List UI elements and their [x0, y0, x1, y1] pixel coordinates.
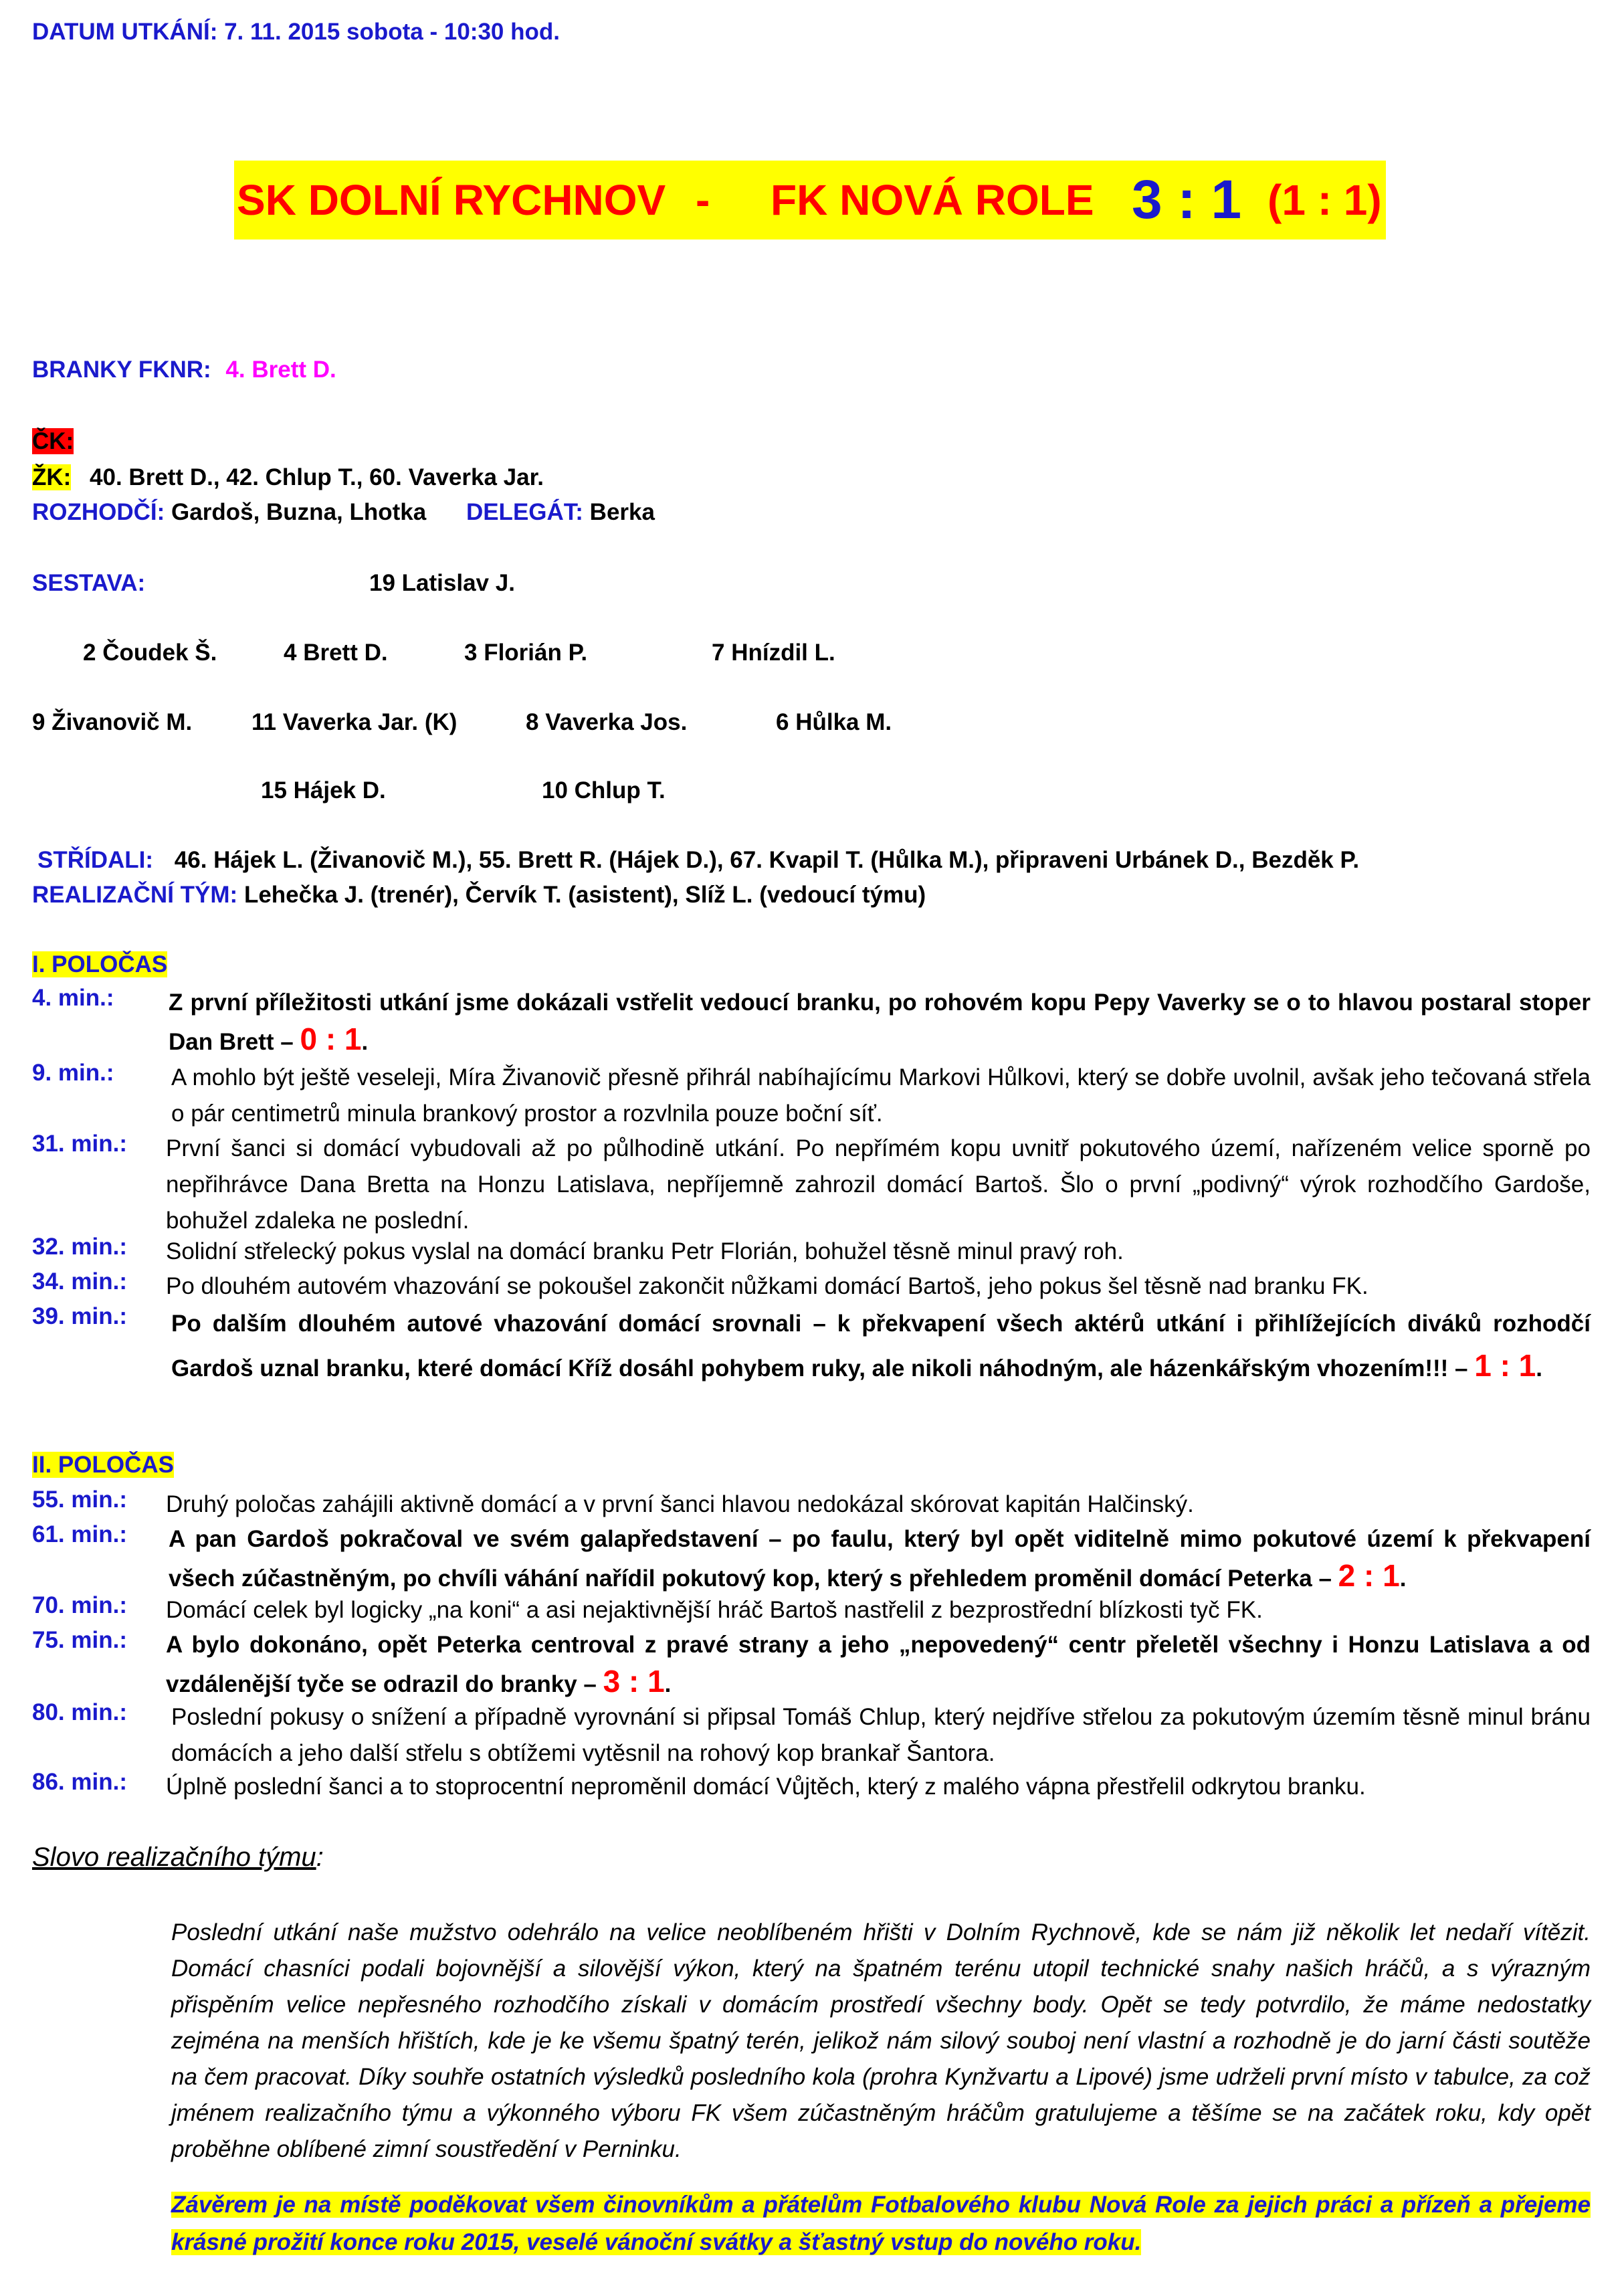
referee-label: ROZHODČÍ:: [32, 499, 165, 525]
event-text: Úplně poslední šanci a to stoprocentní neproměnil domácí Vůjtěch, který z malého vápna přestřelil odkrytou branku.: [166, 1774, 1366, 1800]
substitutions-row: [37, 847, 1359, 874]
delegate-label: DELEGÁT:: [466, 499, 583, 525]
lineup-midfielder: 6 Hůlka M.: [776, 709, 892, 735]
first-half-heading: I. POLOČAS: [32, 951, 168, 977]
event-entry: [32, 1699, 1591, 1772]
event-entry: [32, 1234, 1591, 1270]
event-text: Solidní střelecký pokus vyslal na domácí branku Petr Florián, bohužel těsně minul pravý roh.: [166, 1238, 1124, 1264]
event-entry: [32, 1487, 1591, 1523]
event-tail: .: [1399, 1565, 1407, 1592]
event-tail: .: [1536, 1355, 1542, 1381]
lineup-defender: 7 Hnízdil L.: [712, 640, 835, 666]
red-cards-row: [32, 428, 74, 455]
final-score: 3 : 1: [1132, 169, 1242, 230]
halftime-score: (1 : 1): [1267, 176, 1382, 224]
yellow-card-label: ŽK:: [32, 464, 72, 490]
event-text: První šanci si domácí vybudovali až po půlhodině utkání. Po nepřímém kopu uvnitř pokutového území, nařízeném velice sporně po nepřihrávce Dana Bretta na Honzu Latislava, nepříjemně zahrozil domácí Bartoš. Šlo o první „podivný“ výrok rozhodčího Gardoše, bohužel zdaleka ne poslední.: [166, 1135, 1591, 1234]
lineup-midfielder: 8 Vaverka Jos.: [526, 709, 688, 735]
event-tail: .: [664, 1671, 672, 1697]
event-entry: [32, 1268, 1591, 1305]
lineup-defender: 3 Florián P.: [464, 640, 588, 666]
event-minute: 32. min.:: [32, 1234, 127, 1260]
event-minute: 75. min.:: [32, 1627, 127, 1653]
event-text: A mohlo být ještě veseleji, Míra Živanovič přesně přihrál nabíhajícímu Markovi Hůlkovi, který se dobře uvolnil, avšak jeho tečovaná střela o pár centimetrů minula brankový prostor a rozvlnila pouze boční síť.: [171, 1064, 1591, 1127]
lineup-defender: 2 Čoudek Š.: [83, 640, 217, 666]
event-text: Domácí celek byl logicky „na koni“ a asi nejaktivnější hráč Bartoš nastřelil z bezprostřední blízkosti tyč FK.: [166, 1597, 1263, 1623]
event-text: Po dlouhém autovém vhazování se pokoušel zakončit nůžkami domácí Bartoš, jeho pokus šel těsně nad branku FK.: [166, 1273, 1368, 1299]
lineup-forward: 10 Chlup T.: [542, 777, 666, 803]
subs-label: STŘÍDALI:: [37, 847, 154, 873]
staff-row: [32, 882, 926, 909]
event-minute: 55. min.:: [32, 1487, 127, 1513]
title-dash: -: [696, 176, 710, 224]
team-word-paragraph: Poslední utkání naše mužstvo odehrálo na velice neoblíbeném hřišti v Dolním Rychnově, kde se nám již několik let nedaří vítězit. Domácí chasníci podali bojovnější a silovější výkon, který na špatném terénu utopil technické snahy našich hráčů, a s výrazným přispěním velice nepřesného rozhodčího získali v domácím prostředí všechny body. Opět se tedy potvrdilo, že máme nedostatky zejména na menších hřištích, kde je ke všemu špatný terén, jelikož nám silový souboj není vlastní a rozhodně je do jarní části soutěže na čem pracovat. Díky souhře ostatních výsledků posledního kola (prohra Kynžvartu a Lipové) jsme udrželi první místo v tabulce, za což jménem realizačního týmu a výkonného výboru FK všem zúčastněným hráčům gratulujeme a těšíme se na začátek roku, kdy opět proběhne oblíbené zimní soustředění v Perninku.: [171, 1919, 1591, 2162]
staff-value: Lehečka J. (trenér), Červík T. (asistent), Slíž L. (vedoucí týmu): [243, 882, 926, 908]
event-text: Z první příležitosti utkání jsme dokázali vstřelit vedoucí branku, po rohovém kopu Pepy Vaverky se o to hlavou postaral stoper Dan Brett –: [169, 989, 1591, 1055]
match-date: [32, 19, 560, 45]
red-card-label: ČK:: [32, 428, 74, 454]
event-minute: 4. min.:: [32, 985, 114, 1011]
yellow-cards-row: [32, 464, 544, 491]
event-entry: [32, 985, 1591, 1060]
lineup-midfielder: 11 Vaverka Jar. (K): [251, 709, 458, 735]
match-title: [234, 161, 1386, 240]
lineup-forward: 15 Hájek D.: [261, 777, 386, 803]
delegate-value: Berka: [589, 499, 655, 525]
referee-value: Gardoš, Buzna, Lhotka: [171, 499, 427, 525]
yellow-card-value: 40. Brett D., 42. Chlup T., 60. Vaverka Jar.: [90, 464, 544, 490]
away-team: FK NOVÁ ROLE: [771, 176, 1094, 224]
goals-row: [32, 357, 336, 383]
officials-row: [32, 499, 655, 526]
event-text: A pan Gardoš pokračoval ve svém galapředstavení – po faulu, který byl opět viditelně mimo pokutové území k překvapení všech zúčastněným, po chvíli váhání nařídil pokutový kop, který s přehledem proměnil domácí Peterka –: [169, 1526, 1591, 1592]
goals-label: BRANKY FKNR:: [32, 357, 211, 383]
goals-value: 4. Brett D.: [225, 357, 336, 383]
home-team: SK DOLNÍ RYCHNOV: [237, 176, 666, 224]
event-minute: 34. min.:: [32, 1268, 127, 1295]
event-entry: [32, 1521, 1591, 1597]
event-score: 1 : 1: [1474, 1348, 1536, 1383]
date-value: 7. 11. 2015 sobota - 10:30 hod.: [224, 19, 560, 45]
event-entry: [32, 1592, 1591, 1628]
lineup-defender: 4 Brett D.: [284, 640, 388, 666]
lineup-goalkeeper: 19 Latislav J.: [369, 570, 515, 596]
event-text: Po dalším dlouhém autové vhazování domácí srovnali – k překvapení všech aktérů utkání i přihlížejících diváků rozhodčí Gardoš uznal branku, které domácí Kříž dosáhl pohybem ruky, ale nikoli náhodným, ale házenkářským vhozením!!! –: [171, 1311, 1591, 1381]
date-label: DATUM UTKÁNÍ:: [32, 19, 218, 45]
event-entry: [32, 1627, 1591, 1703]
event-minute: 80. min.:: [32, 1699, 127, 1725]
event-minute: 86. min.:: [32, 1769, 127, 1795]
lineup-label: SESTAVA:: [32, 570, 146, 596]
event-score: 0 : 1: [300, 1022, 362, 1056]
event-minute: 39. min.:: [32, 1303, 127, 1329]
team-word-title: Slovo realizačního týmu: [32, 1842, 316, 1872]
event-minute: 31. min.:: [32, 1131, 127, 1157]
event-text: Druhý poločas zahájili aktivně domácí a v první šanci hlavou nedokázal skórovat kapitán Halčinský.: [166, 1491, 1194, 1517]
event-minute: 9. min.:: [32, 1060, 114, 1086]
event-score: 3 : 1: [603, 1664, 665, 1699]
event-minute: 61. min.:: [32, 1521, 127, 1547]
event-text: Poslední pokusy o snížení a případně vyrovnání si připsal Tomáš Chlup, který nejdříve střelou za pokutovým územím těsně minul bránu domácích a jeho další střelu s obtížemi vytěsnil na rohový kop brankař Šantora.: [171, 1704, 1591, 1766]
event-entry: [32, 1303, 1591, 1390]
second-half-heading: II. POLOČAS: [32, 1452, 174, 1478]
event-tail: .: [361, 1029, 369, 1055]
lineup-midfielder: 9 Živanovič M.: [32, 709, 193, 735]
closing-note: Závěrem je na místě poděkovat všem činovníkům a přátelům Fotbalového klubu Nová Role za jejich práci a přízeň a přejeme krásné prožití konce roku 2015, veselé vánoční svátky a šťastný vstup do nového roku.: [171, 2192, 1591, 2255]
event-score: 2 : 1: [1338, 1558, 1400, 1593]
event-entry: [32, 1060, 1591, 1132]
event-entry: [32, 1769, 1591, 1805]
subs-value: 46. Hájek L. (Živanovič M.), 55. Brett R. (Hájek D.), 67. Kvapil T. (Hůlka M.), připraveni Urbánek D., Bezděk P.: [174, 847, 1360, 873]
event-entry: [32, 1131, 1591, 1239]
event-text: A bylo dokonáno, opět Peterka centroval z pravé strany a jeho „nepovedený“ centr přeletěl všechny i Honzu Latislava a od vzdálenější tyče se odrazil do branky –: [166, 1632, 1591, 1697]
event-minute: 70. min.:: [32, 1592, 127, 1618]
team-word-heading: Slovo realizačního týmu:: [32, 1842, 324, 1872]
staff-label: REALIZAČNÍ TÝM:: [32, 882, 238, 908]
